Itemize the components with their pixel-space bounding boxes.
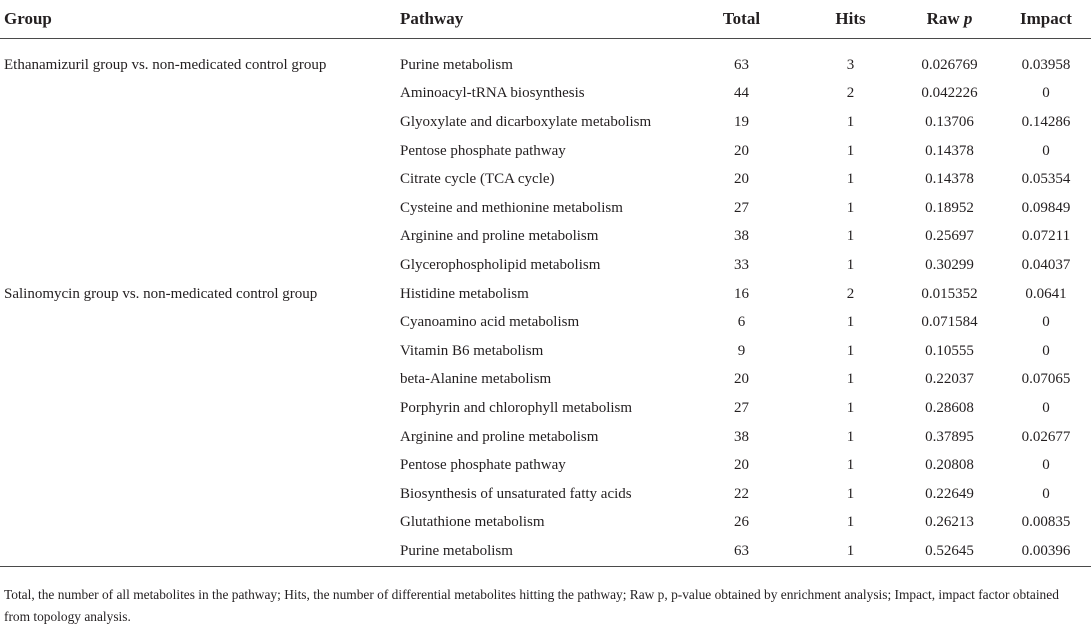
cell-pathway: Biosynthesis of unsaturated fatty acids <box>400 485 632 502</box>
table-row <box>0 137 1091 166</box>
cell-impact: 0.14286 <box>1021 113 1071 130</box>
cell-hits: 1 <box>846 171 855 188</box>
cell-hits: 1 <box>846 314 855 331</box>
cell-raw-p: 0.10555 <box>925 342 974 359</box>
table-row <box>0 308 1091 337</box>
cell-raw-p: 0.13706 <box>925 113 974 130</box>
cell-total: 38 <box>734 228 749 245</box>
cell-impact: 0.02677 <box>1021 428 1071 445</box>
cell-impact: 0 <box>1042 142 1050 159</box>
spacer-cell <box>0 39 1091 52</box>
table-header-row <box>0 0 1091 39</box>
cell-total: 9 <box>737 342 746 359</box>
cell-hits: 1 <box>846 342 855 359</box>
cell-pathway: Arginine and proline metabolism <box>400 428 599 445</box>
header-group: Group <box>0 0 400 39</box>
cell-impact: 0.0641 <box>1025 285 1067 302</box>
cell-total: 20 <box>734 457 749 474</box>
cell-total: 16 <box>734 285 749 302</box>
cell-pathway: Glutathione metabolism <box>400 514 545 531</box>
table-row <box>0 223 1091 252</box>
cell-raw-p: 0.071584 <box>921 314 978 331</box>
header-pathway: Pathway <box>400 0 680 39</box>
cell-hits: 1 <box>846 256 855 273</box>
cell-group <box>0 137 400 166</box>
cell-raw-p: 0.28608 <box>925 399 974 416</box>
cell-impact: 0 <box>1042 399 1050 416</box>
cell-hits: 2 <box>846 85 855 102</box>
cell-impact: 0.05354 <box>1021 171 1071 188</box>
cell-total: 27 <box>734 399 749 416</box>
cell-raw-p: 0.042226 <box>921 85 978 102</box>
header-hits: Hits <box>803 0 898 39</box>
cell-group <box>0 480 400 509</box>
cell-raw-p: 0.26213 <box>925 514 974 531</box>
cell-impact: 0 <box>1042 342 1050 359</box>
cell-group: Salinomycin group vs. non-medicated control group <box>4 285 318 302</box>
cell-group <box>0 308 400 337</box>
cell-hits: 1 <box>846 542 855 559</box>
cell-total: 33 <box>734 256 749 273</box>
cell-pathway: Arginine and proline metabolism <box>400 228 599 245</box>
cell-hits: 1 <box>846 142 855 159</box>
cell-group <box>0 451 400 480</box>
cell-impact: 0 <box>1042 485 1050 502</box>
header-raw-p-label: Raw <box>926 9 964 28</box>
cell-total: 44 <box>734 85 749 102</box>
cell-raw-p: 0.026769 <box>921 56 978 73</box>
table-row <box>0 194 1091 223</box>
cell-impact: 0.00835 <box>1021 514 1071 531</box>
table-row <box>0 423 1091 452</box>
cell-pathway: Glyoxylate and dicarboxylate metabolism <box>400 113 652 130</box>
cell-total: 63 <box>734 56 749 73</box>
cell-impact: 0.07065 <box>1021 371 1071 388</box>
cell-group <box>0 366 400 395</box>
cell-pathway: Citrate cycle (TCA cycle) <box>400 171 555 188</box>
table-row <box>0 337 1091 366</box>
cell-raw-p: 0.015352 <box>921 285 978 302</box>
cell-pathway: Porphyrin and chlorophyll metabolism <box>400 399 633 416</box>
cell-pathway: Cyanoamino acid metabolism <box>400 314 580 331</box>
cell-impact: 0 <box>1042 457 1050 474</box>
cell-group <box>0 165 400 194</box>
cell-impact: 0 <box>1042 314 1050 331</box>
table-body <box>0 39 1091 567</box>
cell-pathway: Purine metabolism <box>400 56 513 73</box>
cell-hits: 1 <box>846 371 855 388</box>
cell-group <box>0 194 400 223</box>
table-row <box>0 451 1091 480</box>
cell-hits: 1 <box>846 399 855 416</box>
table-row <box>0 80 1091 109</box>
cell-raw-p: 0.14378 <box>925 142 974 159</box>
table-row <box>0 537 1091 566</box>
header-impact: Impact <box>1001 0 1091 39</box>
cell-raw-p: 0.22037 <box>925 371 974 388</box>
cell-hits: 1 <box>846 199 855 216</box>
table-row <box>0 394 1091 423</box>
cell-total: 20 <box>734 142 749 159</box>
cell-raw-p: 0.18952 <box>925 199 974 216</box>
table-row <box>0 251 1091 280</box>
cell-impact: 0.07211 <box>1021 228 1071 245</box>
cell-pathway: Vitamin B6 metabolism <box>400 342 544 359</box>
cell-impact: 0.03958 <box>1021 56 1071 73</box>
cell-impact: 0 <box>1042 85 1050 102</box>
table-row <box>0 165 1091 194</box>
cell-total: 20 <box>734 171 749 188</box>
header-raw-p <box>898 0 1001 39</box>
cell-total: 26 <box>734 514 749 531</box>
header-spacer-row <box>0 39 1091 52</box>
cell-pathway: Histidine metabolism <box>400 285 529 302</box>
cell-total: 63 <box>734 542 749 559</box>
cell-impact: 0.00396 <box>1021 542 1071 559</box>
bottom-rule-cell <box>0 566 1091 567</box>
cell-hits: 1 <box>846 457 855 474</box>
table-footnote: Total, the number of all metabolites in the pathway; Hits, the number of differential metabolites hitting the pathway; Raw p, p-value obtained by enrichment analysis; Impact, impact factor obtained from topology analysis. <box>4 587 1059 624</box>
cell-group <box>0 394 400 423</box>
cell-pathway: Pentose phosphate pathway <box>400 457 566 474</box>
cell-group <box>0 537 400 566</box>
cell-impact: 0.04037 <box>1021 256 1071 273</box>
cell-group <box>0 251 400 280</box>
table-row <box>0 108 1091 137</box>
cell-raw-p: 0.14378 <box>925 171 974 188</box>
cell-group <box>0 223 400 252</box>
cell-raw-p: 0.37895 <box>925 428 974 445</box>
cell-total: 6 <box>737 314 746 331</box>
cell-total: 27 <box>734 199 749 216</box>
cell-impact: 0.09849 <box>1021 199 1071 216</box>
cell-pathway: Purine metabolism <box>400 542 513 559</box>
cell-pathway: Pentose phosphate pathway <box>400 142 566 159</box>
cell-raw-p: 0.30299 <box>925 256 974 273</box>
cell-hits: 1 <box>846 113 855 130</box>
cell-pathway: Cysteine and methionine metabolism <box>400 199 623 216</box>
cell-group: Ethanamizuril group vs. non-medicated control group <box>4 56 327 73</box>
cell-hits: 3 <box>846 56 855 73</box>
header-total: Total <box>680 0 803 39</box>
cell-total: 19 <box>734 113 749 130</box>
cell-raw-p: 0.22649 <box>925 485 974 502</box>
table-row <box>0 366 1091 395</box>
cell-hits: 1 <box>846 428 855 445</box>
cell-hits: 1 <box>846 485 855 502</box>
cell-pathway: Aminoacyl-tRNA biosynthesis <box>400 85 585 102</box>
cell-raw-p: 0.52645 <box>925 542 974 559</box>
cell-group <box>0 423 400 452</box>
cell-total: 20 <box>734 371 749 388</box>
table-row <box>0 480 1091 509</box>
cell-hits: 2 <box>846 285 855 302</box>
cell-hits: 1 <box>846 228 855 245</box>
cell-group <box>0 509 400 538</box>
table-row <box>0 51 1091 80</box>
cell-group <box>0 80 400 109</box>
cell-hits: 1 <box>846 514 855 531</box>
cell-total: 22 <box>734 485 749 502</box>
cell-total: 38 <box>734 428 749 445</box>
cell-pathway: Glycerophospholipid metabolism <box>400 256 601 273</box>
cell-pathway: beta-Alanine metabolism <box>400 371 552 388</box>
header-raw-p-italic: p <box>963 9 973 28</box>
cell-raw-p: 0.25697 <box>925 228 974 245</box>
table-bottom-rule <box>0 566 1091 567</box>
table-row <box>0 280 1091 309</box>
table-row <box>0 509 1091 538</box>
cell-group <box>0 108 400 137</box>
cell-raw-p: 0.20808 <box>925 457 974 474</box>
cell-group <box>0 337 400 366</box>
